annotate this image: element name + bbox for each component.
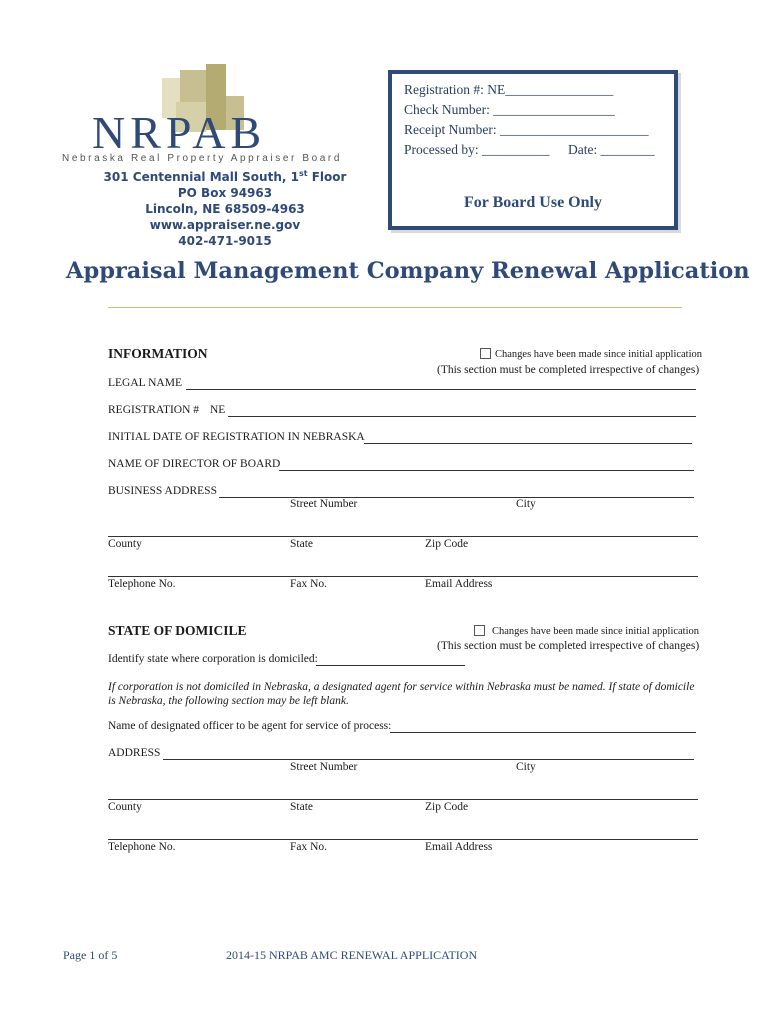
initial-date-label: INITIAL DATE OF REGISTRATION IN NEBRASKA [108, 431, 365, 443]
check-number-field: Check Number: __________________ [404, 102, 615, 117]
domicile-section-note: (This section must be completed irrespective of changes) [437, 640, 700, 652]
legal-name-field[interactable] [186, 389, 696, 390]
agent-county-caption: County [108, 801, 142, 813]
domicile-state-label: Identify state where corporation is domiciled: [108, 653, 318, 665]
board-use-box [388, 70, 678, 230]
designated-officer-field[interactable] [390, 732, 696, 733]
agent-address-label: ADDRESS [108, 747, 161, 759]
address-po-box: PO Box 94963 [177, 186, 273, 200]
agent-telephone-caption: Telephone No. [108, 841, 176, 853]
registration-number-field[interactable] [228, 416, 696, 417]
business-address-label: BUSINESS ADDRESS [108, 485, 217, 497]
footer-form-name: 2014-15 NRPAB AMC RENEWAL APPLICATION [226, 948, 478, 962]
agent-address-field[interactable] [163, 759, 694, 760]
address-street: 301 Centennial Mall South, 1st Floor [103, 169, 347, 184]
street-number-caption: Street Number [290, 498, 358, 510]
receipt-number-field: Receipt Number: ______________________ [404, 122, 649, 137]
information-changes-label: Changes have been made since initial application [495, 349, 703, 360]
designated-officer-label: Name of designated officer to be agent for service of process: [108, 720, 392, 732]
board-use-label: For Board Use Only [464, 194, 602, 211]
legal-name-label: LEGAL NAME [108, 377, 182, 389]
address-website[interactable]: www.appraiser.ne.gov [149, 218, 301, 232]
agent-city-caption: City [516, 761, 536, 773]
director-label: NAME OF DIRECTOR OF BOARD [108, 458, 281, 470]
registration-field: Registration #: NE________________ [404, 82, 614, 97]
city-caption: City [516, 498, 536, 510]
county-caption: County [108, 538, 142, 550]
information-heading: INFORMATION [108, 346, 208, 361]
registration-label: REGISTRATION # [108, 404, 200, 416]
agent-contact-field[interactable] [108, 839, 698, 840]
board-address [70, 166, 380, 249]
domicile-changes-label: Changes have been made since initial application [492, 626, 700, 637]
initial-date-field[interactable] [364, 443, 692, 444]
agent-street-number-caption: Street Number [290, 761, 358, 773]
agent-state-caption: State [290, 801, 313, 813]
registration-prefix: NE [210, 404, 226, 416]
domicile-heading: STATE OF DOMICILE [108, 623, 247, 638]
logo-full-name: Nebraska Real Property Appraiser Board [62, 153, 343, 164]
domicile-state-field[interactable] [316, 665, 465, 666]
title-divider [108, 307, 682, 308]
contact-field[interactable] [108, 576, 698, 577]
date-field: Date: ________ [568, 142, 655, 157]
agent-county-state-zip-field[interactable] [108, 799, 698, 800]
domicile-instruction-line-2: is Nebraska, the following section may be left blank. [108, 695, 349, 707]
agent-email-caption: Email Address [425, 841, 493, 853]
logo-acronym: NRPAB [92, 107, 267, 158]
agent-zip-caption: Zip Code [425, 801, 469, 813]
address-city: Lincoln, NE 68509-4963 [145, 202, 305, 216]
domicile-instruction-line-1: If corporation is not domiciled in Nebraska, a designated agent for service within Nebraska must be named. If state of domicile [108, 681, 695, 693]
fax-caption: Fax No. [290, 578, 328, 590]
telephone-caption: Telephone No. [108, 578, 176, 590]
page-number: Page 1 of 5 [63, 948, 118, 962]
state-caption: State [290, 538, 313, 550]
address-phone: 402-471-9015 [178, 234, 272, 248]
information-changes-checkbox[interactable] [480, 348, 491, 359]
information-section-note: (This section must be completed irrespective of changes) [437, 364, 700, 376]
email-caption: Email Address [425, 578, 493, 590]
domicile-changes-checkbox[interactable] [474, 625, 485, 636]
page-title: Appraisal Management Company Renewal Application [66, 258, 750, 284]
processed-by-field: Processed by: __________ [404, 142, 550, 157]
zip-caption: Zip Code [425, 538, 469, 550]
agent-fax-caption: Fax No. [290, 841, 328, 853]
director-field[interactable] [279, 470, 694, 471]
county-state-zip-field[interactable] [108, 536, 698, 537]
